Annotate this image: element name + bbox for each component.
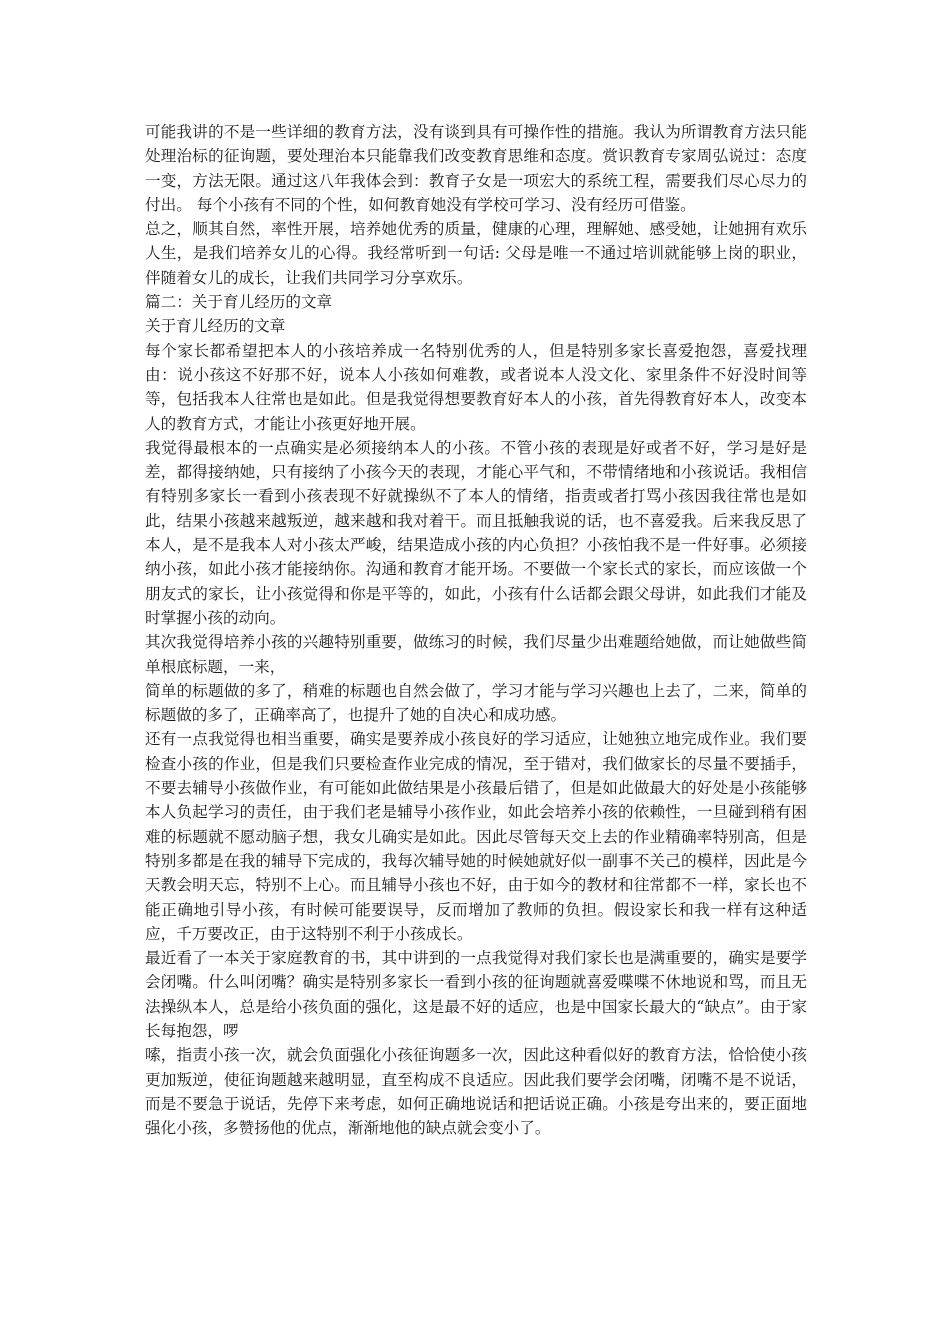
paragraph-accept-child: 我觉得最根本的一点确实是必须接纳本人的小孩。不管小孩的表现是好或者不好，学习是好是差，都得接纳她，只有接纳了小孩今天的表现，才能心平气和，不带情绪地和小孩说话。我相信有特别多家长一看到小孩表现不好就操纵不了本人的情绪，指责或者打骂小孩因我往常也是如此，结果小孩越来越叛逆，越来越和我对着干。而且抵触我说的话，也不喜爱我。后来我反思了本人，是不是我本人对小孩太严峻，结果造成小孩的内心负担？小孩怕我不是一件好事。必须接纳小孩，如此小孩才能接纳你。沟通和教育才能开场。不要做一个家长式的家长，而应该做一个朋友式的家长，让小孩觉得和你是平等的，如此，小孩有什么话都会跟父母讲，如此我们才能及时掌握小孩的动向。	[145, 438, 807, 627]
paragraph-intro-methods: 可能我讲的不是一些详细的教育方法，没有谈到具有可操作性的措施。我认为所谓教育方法只能处理治标的征询题，要处理治本只能靠我们改变教育思维和态度。赏识教育专家周弘说过：态度一变，方法无限。通过这八年我体会到：教育子女是一项宏大的系统工程，需要我们尽心尽力的付出。 每个小孩有不同的个性，如何教育她没有学校可学习、没有经历可借鉴。	[145, 123, 807, 214]
paragraph-learn-to-be-quiet-continued: 嗦，指责小孩一次，就会负面强化小孩征询题多一次，因此这种看似好的教育方法，恰恰使小孩更加叛逆，使征询题越来越明显，直至构成不良适应。因此我们要学会闭嘴，闭嘴不是不说话，而是不要急于说话，先停下来考虑，如何正确地说话和把话说正确。小孩是夸出来的，要正面地强化小孩，多赞扬他的优点，渐渐地他的缺点就会变小了。	[145, 1046, 807, 1138]
paragraph-study-habits: 还有一点我觉得也相当重要，确实是要养成小孩良好的学习适应，让她独立地完成作业。我们要检查小孩的作业，但是我们只要检查作业完成的情况，至于错对，我们做家长的尽量不要插手，不要去辅导小孩做作业，有可能如此做结果是小孩最后错了，但是如此做最大的好处是小孩能够本人负起学习的责任，由于我们老是辅导小孩作业，如此会培养小孩的依赖性，一旦碰到稍有困难的标题就不愿动脑子想，我女儿确实是如此。因此尽管每天交上去的作业精确率特别高，但是特别多都是在我的辅导下完成的，我每次辅导她的时候她就好似一副事不关己的模样，因此是今天教会明天忘，特别不上心。而且辅导小孩也不好，由于如今的教材和往常都不一样，家长也不能正确地引导小孩，有时候可能要误导，反而增加了教师的负担。假设家长和我一样有这种适应，千万要改正，由于这特别不利于小孩成长。	[145, 730, 807, 943]
paragraph-conclusion: 总之，顺其自然，率性开展，培养她优秀的质量，健康的心理，理解她、感受她，让她拥有欢乐人生，是我们培养女儿的心得。我经常听到一句话: 父母是唯一不通过培训就能够上岗的职业，伴随着女儿的成长，让我们共同学习分享欢乐。	[145, 220, 807, 287]
section-heading: 篇二：关于育儿经历的文章	[145, 293, 333, 312]
paragraph-parents-expectations: 每个家长都希望把本人的小孩培养成一名特别优秀的人，但是特别多家长喜爱抱怨，喜爱找理由：说小孩这不好那不好，说本人小孩如何难教，或者说本人没文化、家里条件不好没时间等等，包括我本人往常也是如此。但是我觉得想要教育好本人的小孩，首先得教育好本人，改变本人的教育方式，才能让小孩更好地开展。	[145, 341, 807, 433]
paragraph-interest-continued: 简单的标题做的多了，稍难的标题也自然会做了，学习才能与学习兴趣也上去了，二来，简单的标题做的多了，正确率高了，也提升了她的自决心和成功感。	[145, 681, 807, 725]
paragraph-learn-to-be-quiet: 最近看了一本关于家庭教育的书，其中讲到的一点我觉得对我们家长也是满重要的，确实是要学会闭嘴。什么叫闭嘴？确实是特别多家长一看到小孩的征询题就喜爱喋喋不休地说和骂，而且无法操纵本人，总是给小孩负面的强化，这是最不好的适应，也是中国家长最大的“缺点”。由于家长每抱怨，啰	[145, 949, 807, 1040]
article-title: 关于育儿经历的文章	[145, 317, 286, 336]
paragraph-interest: 其次我觉得培养小孩的兴趣特别重要，做练习的时候，我们尽量少出难题给她做，而让她做些简单根底标题，一来，	[145, 633, 807, 676]
document-body	[145, 120, 807, 1140]
